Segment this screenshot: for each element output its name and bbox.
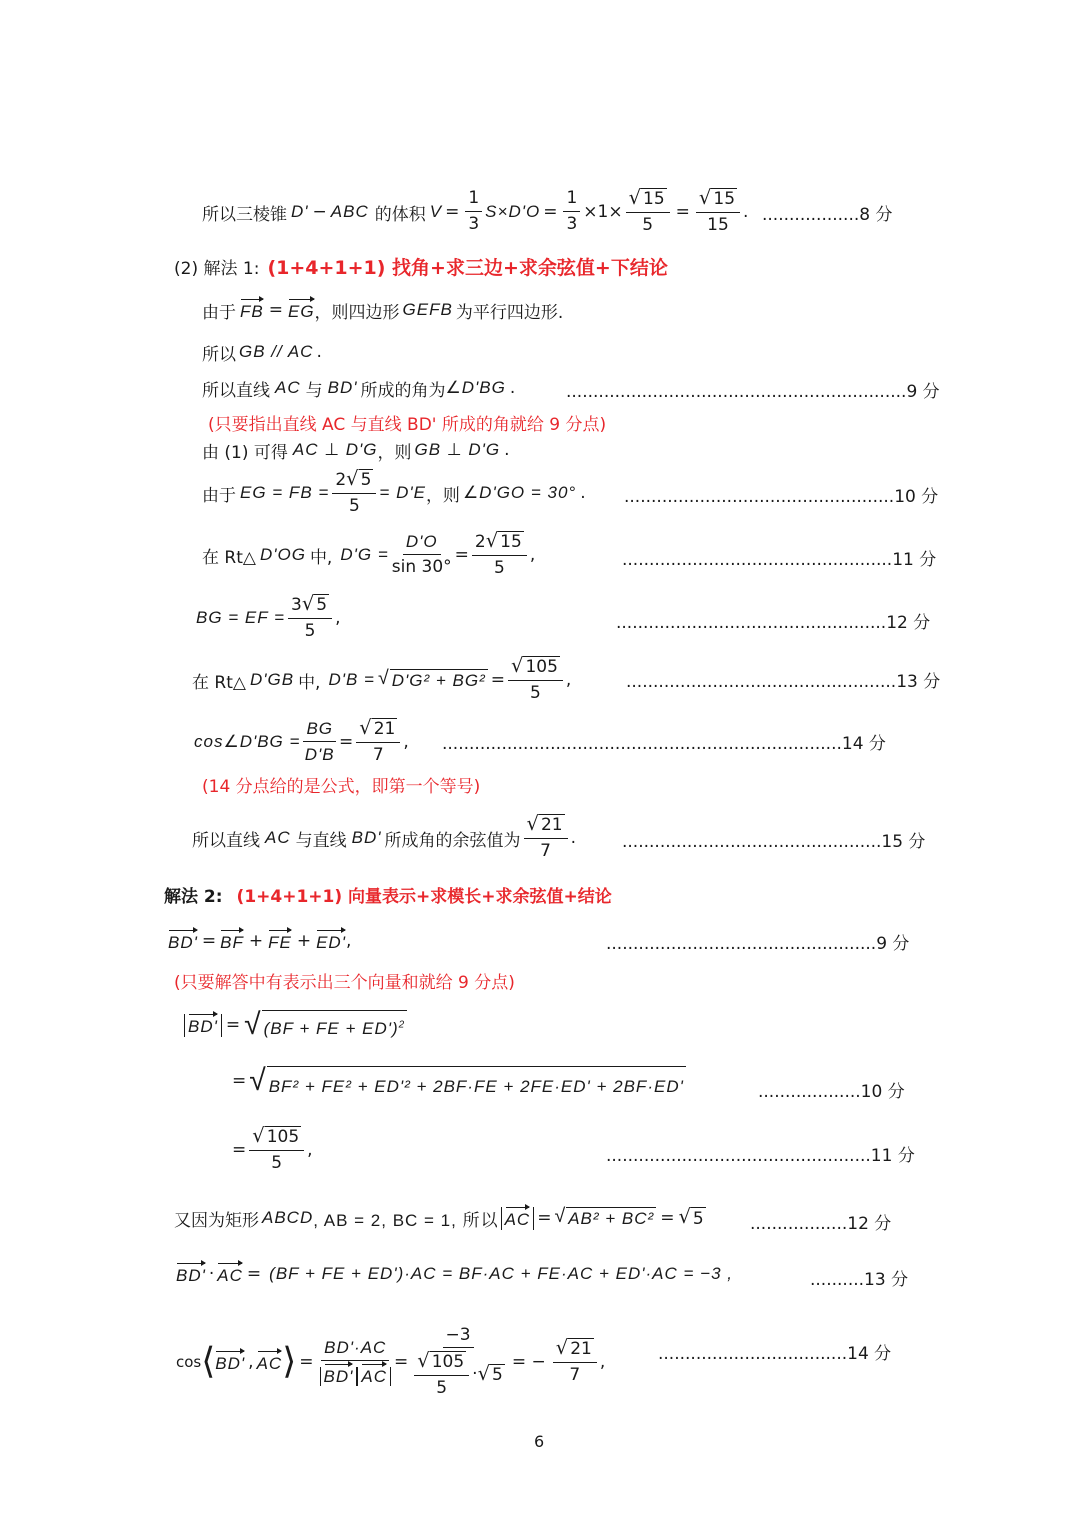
line-12 <box>194 714 409 770</box>
math: = <box>201 931 217 951</box>
red-note: (14 分点给的是公式，即第一个等号) <box>202 776 481 797</box>
text: 所以直线 <box>202 380 270 401</box>
math: AC ⊥ D'G <box>292 440 378 459</box>
math: , <box>307 1140 313 1160</box>
math: D' <box>291 202 309 221</box>
fraction <box>414 1351 469 1398</box>
score-8: ..................8 分 <box>762 205 893 225</box>
den: 7 <box>540 841 551 861</box>
sqrt: √ 105 <box>417 1349 465 1373</box>
page-number: 6 <box>534 1432 545 1451</box>
radicand: 21 <box>570 1339 592 1360</box>
vector: BD' <box>188 1014 218 1037</box>
den: D'B <box>304 745 335 764</box>
den: 5 <box>530 683 541 703</box>
red-note: (只要解答中有表示出三个向量和就给 9 分点) <box>174 972 515 993</box>
fraction <box>472 531 527 578</box>
fraction <box>508 656 563 703</box>
den: 15 <box>707 215 729 235</box>
line-23 <box>176 1316 605 1408</box>
text: ，则 <box>425 485 460 506</box>
math: , <box>599 1352 606 1372</box>
vector: BD' <box>215 1351 245 1374</box>
method-label: 解法 2: <box>164 886 223 907</box>
math: (BF + FE + ED')·AC = BF·AC + FE·AC + ED'·AC = −3 , <box>269 1264 733 1283</box>
vector: AC <box>361 1364 387 1387</box>
text: 中, <box>298 672 321 693</box>
radicand: (BF + FE + ED') <box>263 1019 399 1038</box>
score-10b: ...................10 分 <box>758 1082 905 1102</box>
radicand: 5 <box>360 470 372 491</box>
line-21 <box>174 1200 706 1236</box>
math: , AB = 2, BC = 1, 所以 <box>313 1210 499 1230</box>
math: AC <box>265 828 291 847</box>
score-13: ..................................................13 分 <box>626 672 941 692</box>
fraction <box>626 188 670 235</box>
fraction <box>392 532 452 577</box>
fraction <box>320 1338 392 1386</box>
den: 5 <box>493 558 505 578</box>
math: , <box>529 545 536 565</box>
fraction <box>356 718 400 765</box>
vector: AC <box>217 1263 243 1286</box>
math: = <box>299 1352 314 1372</box>
coef: 2 <box>335 470 347 491</box>
red-note: (1+4+1+1) 找角+求三边+求余弦值+下结论 <box>267 256 668 279</box>
text: 所以三棱锥 <box>202 204 287 225</box>
sqrt: √ 5 <box>346 467 372 491</box>
fraction <box>696 188 740 235</box>
num: BD'·AC <box>321 1338 389 1361</box>
method-label: (2) 解法 1: <box>174 258 260 279</box>
math: = <box>445 202 460 222</box>
math: D'B = <box>328 670 375 689</box>
math: cos∠D'BG = <box>194 732 301 751</box>
text: 所成角的余弦值为 <box>384 830 521 851</box>
radicand: 105 <box>431 1352 465 1373</box>
math: GB // AC <box>239 342 314 361</box>
vector: BF <box>220 930 244 953</box>
math: ∠D'GO = 30° <box>462 483 577 502</box>
radicand: D'G² + BG² <box>391 671 486 690</box>
sqrt: √ AB² + BC² <box>554 1205 655 1228</box>
vector: FB <box>240 299 264 322</box>
math: = <box>339 732 354 752</box>
text: 由 (1) 可得 <box>202 442 288 463</box>
red-note: (只要指出直线 AC 与直线 BD' 所成的角就给 9 分点) <box>208 414 607 435</box>
math: , <box>345 931 352 951</box>
den: sin 30° <box>391 557 452 577</box>
line-22 <box>176 1258 733 1290</box>
line-11 <box>192 652 571 708</box>
score-9b: ..................................................9 分 <box>606 934 910 954</box>
math: = <box>394 1352 409 1372</box>
sqrt: √ 105 <box>510 654 558 678</box>
fraction <box>465 189 482 234</box>
line-1 <box>202 186 748 238</box>
sqrt: √ 21 <box>526 812 563 836</box>
vector: BD' <box>176 1263 206 1286</box>
math: = D'E <box>379 483 426 502</box>
text: 所以 <box>202 344 236 365</box>
math: , <box>565 670 572 690</box>
line-6 <box>208 408 606 436</box>
line-8 <box>202 466 586 520</box>
math: V <box>429 202 443 221</box>
math: = <box>232 1071 247 1091</box>
math: = <box>232 1140 247 1160</box>
math: . <box>743 202 749 222</box>
fraction <box>249 1126 304 1173</box>
text: 在 Rt△ <box>192 672 246 693</box>
math: , <box>248 1352 254 1372</box>
den: 7 <box>372 745 384 765</box>
text: 与直线 <box>295 830 347 851</box>
coef: 2 <box>474 532 486 553</box>
radicand: BF² + FE² + ED'² + 2BF·FE + 2FE·ED' + 2BF·ED' <box>267 1066 686 1097</box>
text: 的体积 <box>374 204 426 225</box>
line-4 <box>202 338 322 366</box>
sqrt: √ 105 <box>252 1124 300 1148</box>
math: . <box>570 828 576 848</box>
text: 由于 <box>202 302 236 323</box>
sqrt: √ (BF + FE + ED')$^2$ <box>244 1008 406 1041</box>
line-16 <box>168 926 351 956</box>
text: 为平行四边形. <box>455 302 564 323</box>
score-12: ..................................................12 分 <box>616 613 931 633</box>
radicand: 5 <box>492 1364 503 1385</box>
math: . <box>316 342 322 362</box>
radicand: 105 <box>266 1127 300 1148</box>
math: . <box>580 483 586 503</box>
vector: FE <box>268 930 292 953</box>
fraction <box>524 814 568 861</box>
sqrt: √ D'G² + BG² <box>377 667 486 690</box>
score-11b: .................................................11 分 <box>606 1146 915 1166</box>
math: = <box>225 1015 241 1035</box>
math: ABCD <box>262 1208 314 1227</box>
math: = <box>490 670 505 690</box>
num: 1 <box>563 189 580 212</box>
den <box>411 1348 505 1398</box>
radicand: AB² + BC² <box>568 1209 655 1228</box>
math: EG = FB = <box>240 483 330 502</box>
exponent: 2 <box>398 1019 406 1031</box>
sqrt: √ 5 <box>477 1361 503 1385</box>
text: 与 <box>305 380 323 401</box>
fraction <box>563 189 580 234</box>
sqrt: √ 5 <box>678 1205 704 1229</box>
math: ∠D'BG <box>445 378 506 397</box>
fraction <box>303 719 336 764</box>
line-10 <box>196 590 341 646</box>
radicand: 21 <box>373 719 396 740</box>
text: ，则 <box>377 442 412 463</box>
line-2 <box>174 252 668 280</box>
radicand: 15 <box>713 189 736 210</box>
math: . <box>504 440 510 460</box>
math: = <box>454 545 469 565</box>
line-9 <box>202 528 535 582</box>
line-5 <box>202 374 515 402</box>
score-13b: ..........13 分 <box>810 1270 909 1290</box>
den: 5 <box>271 1153 283 1173</box>
line-13 <box>202 770 480 798</box>
vector: BD' <box>324 1364 354 1387</box>
red-note: (1+4+1+1) 向量表示+求模长+求余弦值+结论 <box>236 886 612 907</box>
text: 又因为矩形 <box>174 1210 259 1231</box>
math: + <box>296 931 312 951</box>
line-18 <box>184 1002 407 1048</box>
den: 3 <box>566 214 578 234</box>
math: GB ⊥ D'G <box>414 440 501 459</box>
magnitude <box>501 1207 535 1230</box>
vector: AC <box>505 1207 531 1230</box>
math: ABC <box>330 202 369 221</box>
math: D'GB <box>249 670 295 689</box>
den: 5 <box>304 621 316 641</box>
score-11: ..................................................11 分 <box>622 550 937 570</box>
sqrt: √ 5 <box>301 592 328 616</box>
math: = <box>543 202 558 222</box>
magnitude <box>184 1014 222 1037</box>
math: ⟨ <box>201 1341 216 1382</box>
radicand: 105 <box>525 657 558 678</box>
den: 5 <box>436 1377 448 1398</box>
math: = <box>675 202 690 222</box>
num: 1 <box>465 189 482 212</box>
score-9: ...............................................................9 分 <box>566 382 940 402</box>
math: = <box>537 1208 552 1228</box>
math: BD' <box>327 378 358 397</box>
line-3 <box>202 296 563 324</box>
fraction <box>332 469 376 516</box>
math: = − <box>511 1352 546 1372</box>
radicand: 21 <box>540 815 563 836</box>
den: 3 <box>468 214 480 234</box>
math: S×D'O <box>485 202 541 221</box>
sqrt: √ 15 <box>485 529 522 553</box>
num: D'O <box>403 532 441 555</box>
line-7 <box>202 436 509 464</box>
radicand: 5 <box>316 595 328 616</box>
text: 由于 <box>202 485 236 506</box>
math: GEFB <box>402 300 453 319</box>
sqrt: √ 21 <box>555 1336 592 1360</box>
coef: 3 <box>291 595 302 616</box>
math: D'G = <box>340 545 389 564</box>
vector: BD' <box>168 930 198 953</box>
math: , <box>335 608 341 628</box>
score-12b: ..................12 分 <box>750 1214 892 1234</box>
vector: AC <box>257 1351 283 1374</box>
fraction <box>411 1326 505 1399</box>
num: −3 <box>443 1326 474 1349</box>
fraction <box>553 1338 597 1385</box>
line-17 <box>174 966 515 994</box>
math: AC <box>275 378 301 397</box>
den: 5 <box>642 215 654 235</box>
sqrt: √ 21 <box>359 716 396 740</box>
text: ，则四边形 <box>314 302 400 323</box>
fraction <box>288 594 332 641</box>
math: ×1× <box>583 202 623 222</box>
line-19 <box>232 1058 686 1104</box>
math: D'OG <box>259 545 306 564</box>
radicand: 15 <box>500 532 522 553</box>
radicand: 5 <box>692 1209 704 1229</box>
text: 所以直线 <box>192 830 260 851</box>
score-14b: ...................................14 分 <box>658 1344 892 1364</box>
line-14 <box>192 810 576 866</box>
math: cos <box>176 1353 202 1371</box>
line-20 <box>232 1122 313 1178</box>
math: BD' <box>351 828 382 847</box>
math: = <box>246 1264 262 1284</box>
vector: EG <box>288 299 315 322</box>
text: 中, <box>309 547 333 568</box>
sqrt: √ 15 <box>628 186 665 210</box>
text: 在 Rt△ <box>202 547 256 568</box>
line-15 <box>164 880 612 908</box>
math: BG = EF = <box>196 608 286 627</box>
math: − <box>312 202 327 222</box>
math: ⟩ <box>282 1341 297 1382</box>
score-14: ..........................................................................14 分 <box>442 734 886 754</box>
math: · <box>472 1363 478 1384</box>
score-15: ................................................15 分 <box>622 832 926 852</box>
math: , <box>403 732 409 752</box>
math: = <box>268 300 283 320</box>
math: + <box>248 931 264 951</box>
sqrt: √ BF² + FE² + ED'² + 2BF·FE + 2FE·ED' + 2BF·ED' <box>249 1063 684 1097</box>
vector: ED' <box>316 930 346 953</box>
den: 7 <box>569 1365 581 1385</box>
math: . <box>509 378 516 398</box>
sqrt: √ 15 <box>698 186 736 210</box>
math: · <box>208 1264 215 1284</box>
math: = <box>660 1208 675 1228</box>
den: 5 <box>348 496 360 516</box>
radicand: 15 <box>643 189 665 210</box>
score-10: ..................................................10 分 <box>624 487 939 507</box>
text: 所成的角为 <box>360 380 446 401</box>
num: BG <box>303 719 336 742</box>
den <box>320 1361 392 1387</box>
